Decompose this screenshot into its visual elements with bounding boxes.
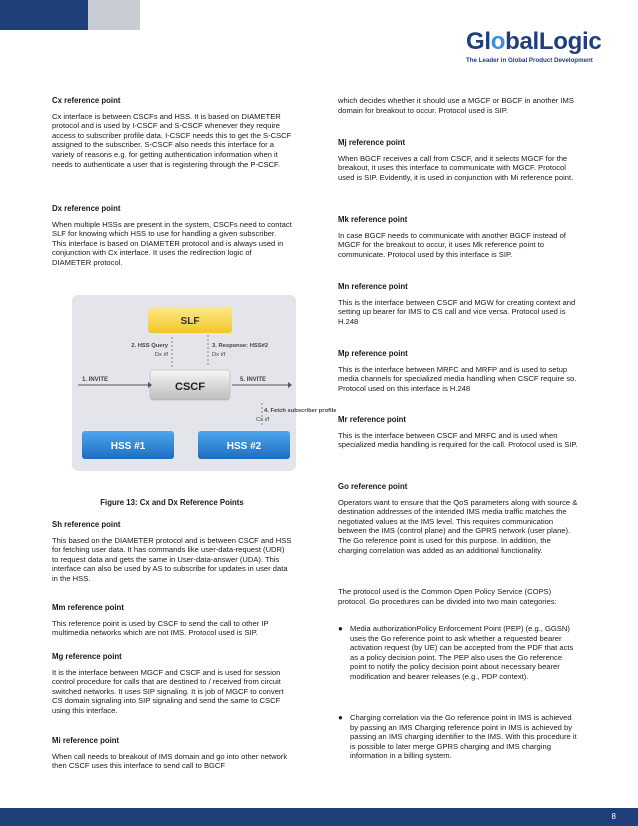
mg-section bbox=[52, 652, 292, 716]
section-body: This is the interface between MRFC and MRFP and is used to setup media channels for specialized media handling when CSCF require so. Protocol used on this interface is H.248 bbox=[338, 364, 577, 393]
invite1-label: 1. INVITE bbox=[82, 377, 109, 383]
section-heading: Cx reference point bbox=[52, 96, 121, 105]
hss2-label: HSS #2 bbox=[226, 441, 262, 452]
hss1-label: HSS #1 bbox=[110, 441, 146, 452]
globallogic-logo bbox=[466, 30, 626, 70]
header-band-light bbox=[88, 0, 140, 30]
section-body: This based on the DIAMETER protocol and is between CSCF and HSS for fetching user data. It has commands like user-data-request (UDR) to request data and gets the same in User-data-answer (UDA). This interface can also be used by AS to subscribe for updates in user data in the HSS. bbox=[52, 535, 292, 583]
sh-section bbox=[52, 520, 292, 584]
response-label: 3. Response: HSS#2 bbox=[212, 343, 269, 349]
cx-if-label: Cx i/f bbox=[256, 417, 270, 423]
section-heading: Go reference point bbox=[338, 482, 408, 491]
page-number: 8 bbox=[611, 812, 616, 821]
section-body: This is the interface between CSCF and MRFC and is used when specialized media handling is required for the call. Protocol used is SIP. bbox=[338, 430, 578, 450]
mk-section bbox=[338, 215, 578, 259]
dx-section bbox=[52, 204, 292, 268]
figure-caption: Figure 13: Cx and Dx Reference Points bbox=[100, 498, 244, 507]
dx-if-label-2: Dx i/f bbox=[212, 352, 226, 358]
section-heading: Mk reference point bbox=[338, 215, 408, 224]
invite5-arrowhead bbox=[288, 382, 292, 388]
header-band-dark bbox=[0, 0, 88, 30]
logo-tagline: The Leader in Global Product Development bbox=[466, 57, 593, 64]
section-body: Operators want to ensure that the QoS parameters along with source & destination addresses of the intended IMS media traffic matches the negotiated values at the IMS level. This requires communication between the IMS (control plane) and the GPRS network (user plane). The Go reference point is used for this purpose. In addition, the charging correlation was added as an additional functionality. bbox=[338, 497, 578, 555]
cops-paragraph bbox=[338, 587, 578, 606]
cx-section bbox=[52, 96, 292, 169]
section-body: This reference point is used by CSCF to send the call to other IP multimedia networks which are not IMS. Protocol used is SIP. bbox=[52, 618, 269, 638]
section-body: Cx interface is between CSCFs and HSS. It is based on DIAMETER protocol and is used by I-CSCF and S-CSCF whenever they require access to subscriber profile data. I-CSCF needs this to get the S-CSCF assigned to the subscriber. S-CSCF also needs this interface for a variety of reasons e.g. for getting authentication information when it needs to authenticate a user that is registering through the P-CSCF. bbox=[52, 111, 292, 169]
hss-query-label: 2. HSS Query bbox=[131, 343, 168, 349]
mj-section bbox=[338, 138, 578, 182]
go-section bbox=[338, 482, 578, 555]
mm-section bbox=[52, 603, 292, 638]
section-heading: Sh reference point bbox=[52, 520, 121, 529]
section-heading: Mr reference point bbox=[338, 415, 407, 424]
section-heading: Mg reference point bbox=[52, 652, 122, 661]
section-body: which decides whether it should use a MGCF or BGCF in another IMS domain for breakout to occur. Protocol used is SIP. bbox=[338, 96, 574, 115]
mr-section bbox=[338, 415, 578, 450]
section-body: This is the interface between CSCF and MGW for creating context and setting up bearer for IMS to CS call and vice versa. Protocol used is H.248 bbox=[338, 297, 576, 326]
invite5-label: 5. INVITE bbox=[240, 377, 267, 383]
section-heading: Mn reference point bbox=[338, 282, 408, 291]
logo-wordmark: GlobalLogic bbox=[466, 28, 602, 55]
bullet-icon: ● bbox=[338, 624, 343, 633]
section-body: When BGCF receives a call from CSCF, and it selects MGCF for the breakout, it uses this interface to communicate with MGCF. Protocol used is SIP. Evidently, it is used in conjunction with Mi reference point. bbox=[338, 153, 574, 182]
section-body: When multiple HSSs are present in the system, CSCFs need to contact SLF for knowing which HSS to use for handling a given subscriber. This interface is based on DIAMETER protocol and is always used in conjunction with Cx interface. It uses the redirection logic of DIAMETER protocol. bbox=[52, 219, 292, 267]
mi-continuation bbox=[338, 96, 578, 115]
list-item-text: Charging correlation via the Go reference point in IMS is achieved by passing an IMS Charging reference point in IMS is achieved by passing an IMS charging identifier to the IMS. With this procedure it is possible to later merge GPRS charging and IMS charging information in a billing system. bbox=[350, 713, 577, 761]
section-body: When call needs to breakout of IMS domain and go into other network then CSCF uses this interface to send call to BGCF bbox=[52, 751, 288, 771]
list-item bbox=[338, 713, 578, 761]
section-heading: Mm reference point bbox=[52, 603, 124, 612]
section-body: In case BGCF needs to communicate with another BGCF instead of MGCF for the breakout to occur, it uses Mk reference point to communicate. Protocol used by this interface is SIP. bbox=[338, 230, 566, 259]
slf-label: SLF bbox=[180, 316, 200, 327]
go-procedures-list bbox=[338, 624, 578, 682]
cx-dx-diagram bbox=[72, 295, 337, 471]
section-body: The protocol used is the Common Open Policy Service (COPS) protocol. Go procedures can be divided into two main categories: bbox=[338, 587, 557, 606]
diagram-svg bbox=[72, 295, 337, 471]
mp-section bbox=[338, 349, 578, 393]
fetch-label: 4. Fetch subscriber profile bbox=[264, 408, 337, 414]
section-heading: Mp reference point bbox=[338, 349, 408, 358]
go-procedures-list-2 bbox=[338, 713, 578, 761]
mn-section bbox=[338, 282, 578, 326]
cscf-label: CSCF bbox=[175, 381, 205, 393]
list-item bbox=[338, 624, 578, 682]
mi-section bbox=[52, 736, 292, 771]
section-heading: Mi reference point bbox=[52, 736, 120, 745]
section-heading: Dx reference point bbox=[52, 204, 121, 213]
list-item-text: Media authorizationPolicy Enforcement Point (PEP) (e.g., GGSN) uses the Go reference point to ask whether a requested bearer activation request (by UE) can be accepted from the PDF that acts as a policy decision point. The PEP also uses the Go reference point to notify the policy decision point about necessary bearer modification and bearer releases (e.g., PDP context). bbox=[350, 624, 574, 681]
footer-band bbox=[0, 808, 638, 826]
dx-if-label-1: Dx i/f bbox=[154, 352, 168, 358]
bullet-icon: ● bbox=[338, 713, 343, 722]
section-heading: Mj reference point bbox=[338, 138, 406, 147]
section-body: It is the interface between MGCF and CSCF and is used for session control procedure for calls that are destined to / received from circuit switched networks. It uses SIP signaling. It is job of MGCF to convert CS domain signaling into SIP signaling and send the same to CSCF using this interface. bbox=[52, 667, 284, 715]
